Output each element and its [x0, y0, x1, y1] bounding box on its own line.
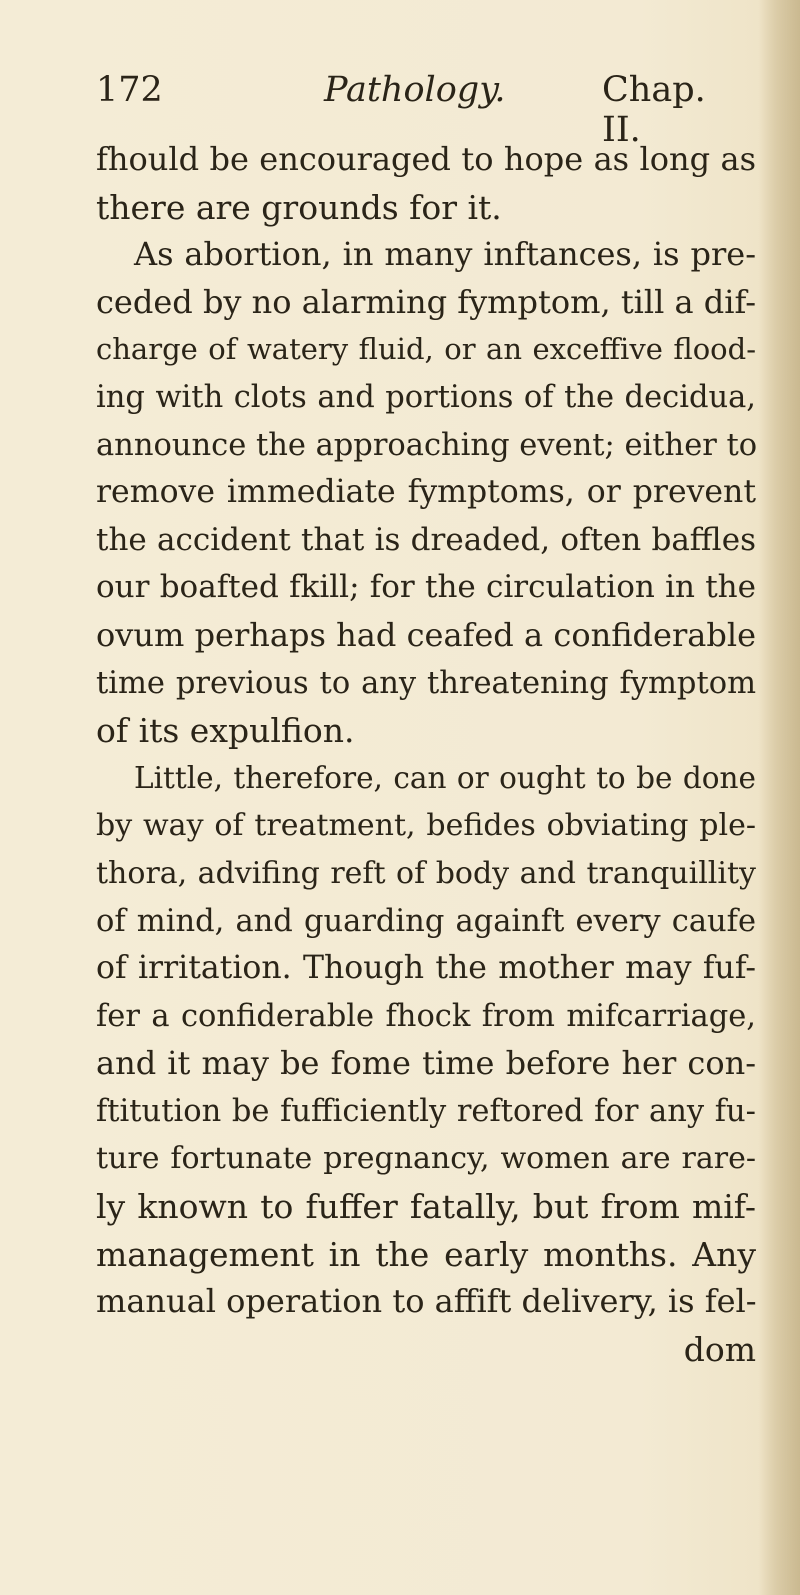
text-line: of its expulfion. — [96, 711, 355, 751]
text-line: thora, advifing reft of body and tranquillity — [96, 855, 756, 891]
text-line: of irritation. Though the mother may fuf- — [96, 950, 756, 987]
text-line: ovum perhaps had ceafed a confiderable — [96, 615, 756, 654]
text-line: manual operation to affift delivery, is fel- — [96, 1282, 757, 1321]
chapter-label: Chap. II. — [602, 70, 706, 150]
text-line: fhould be encouraged to hope as long as — [96, 140, 756, 178]
catchword: dom — [683, 1329, 756, 1369]
text-line: our boafted fkill; for the circulation in the — [96, 569, 756, 606]
text-line: ly known to fuffer fatally, but from mif- — [96, 1187, 756, 1227]
text-line: ing with clots and portions of the decidua, — [96, 379, 756, 415]
text-line: remove immediate fymptoms, or prevent — [96, 474, 756, 511]
text-line: by way of treatment, befides obviating ple- — [96, 808, 756, 844]
text-line: ftitution be fufficiently reftored for any fu- — [96, 1093, 756, 1129]
text-line: announce the approaching event; either to — [96, 427, 758, 463]
text-line: of mind, and guarding againft every caufe — [96, 903, 756, 939]
text-line: management in the early months. Any — [96, 1234, 756, 1274]
text-line: ceded by no alarming fymptom, till a dif- — [96, 282, 757, 321]
text-line: and it may be fome time before her con- — [96, 1044, 756, 1083]
text-line: fer a confiderable fhock from mifcarriage, — [96, 998, 756, 1034]
running-title: Pathology. — [324, 70, 506, 110]
page-number: 172 — [96, 70, 163, 110]
text-line: charge of watery fluid, or an exceffive flood- — [96, 332, 756, 367]
page-binding-edge — [758, 0, 800, 1595]
text-line: the accident that is dreaded, often baffles — [96, 521, 756, 558]
page-header — [96, 70, 736, 150]
body-text — [96, 136, 756, 1373]
text-line: As abortion, in many inftances, is pre- — [134, 235, 756, 274]
text-line: there are grounds for it. — [96, 187, 502, 227]
text-line: Little, therefore, can or ought to be done — [134, 760, 756, 795]
text-line: ture fortunate pregnancy, women are rare- — [96, 1141, 756, 1177]
text-line: time previous to any threatening fymptom — [96, 665, 756, 701]
